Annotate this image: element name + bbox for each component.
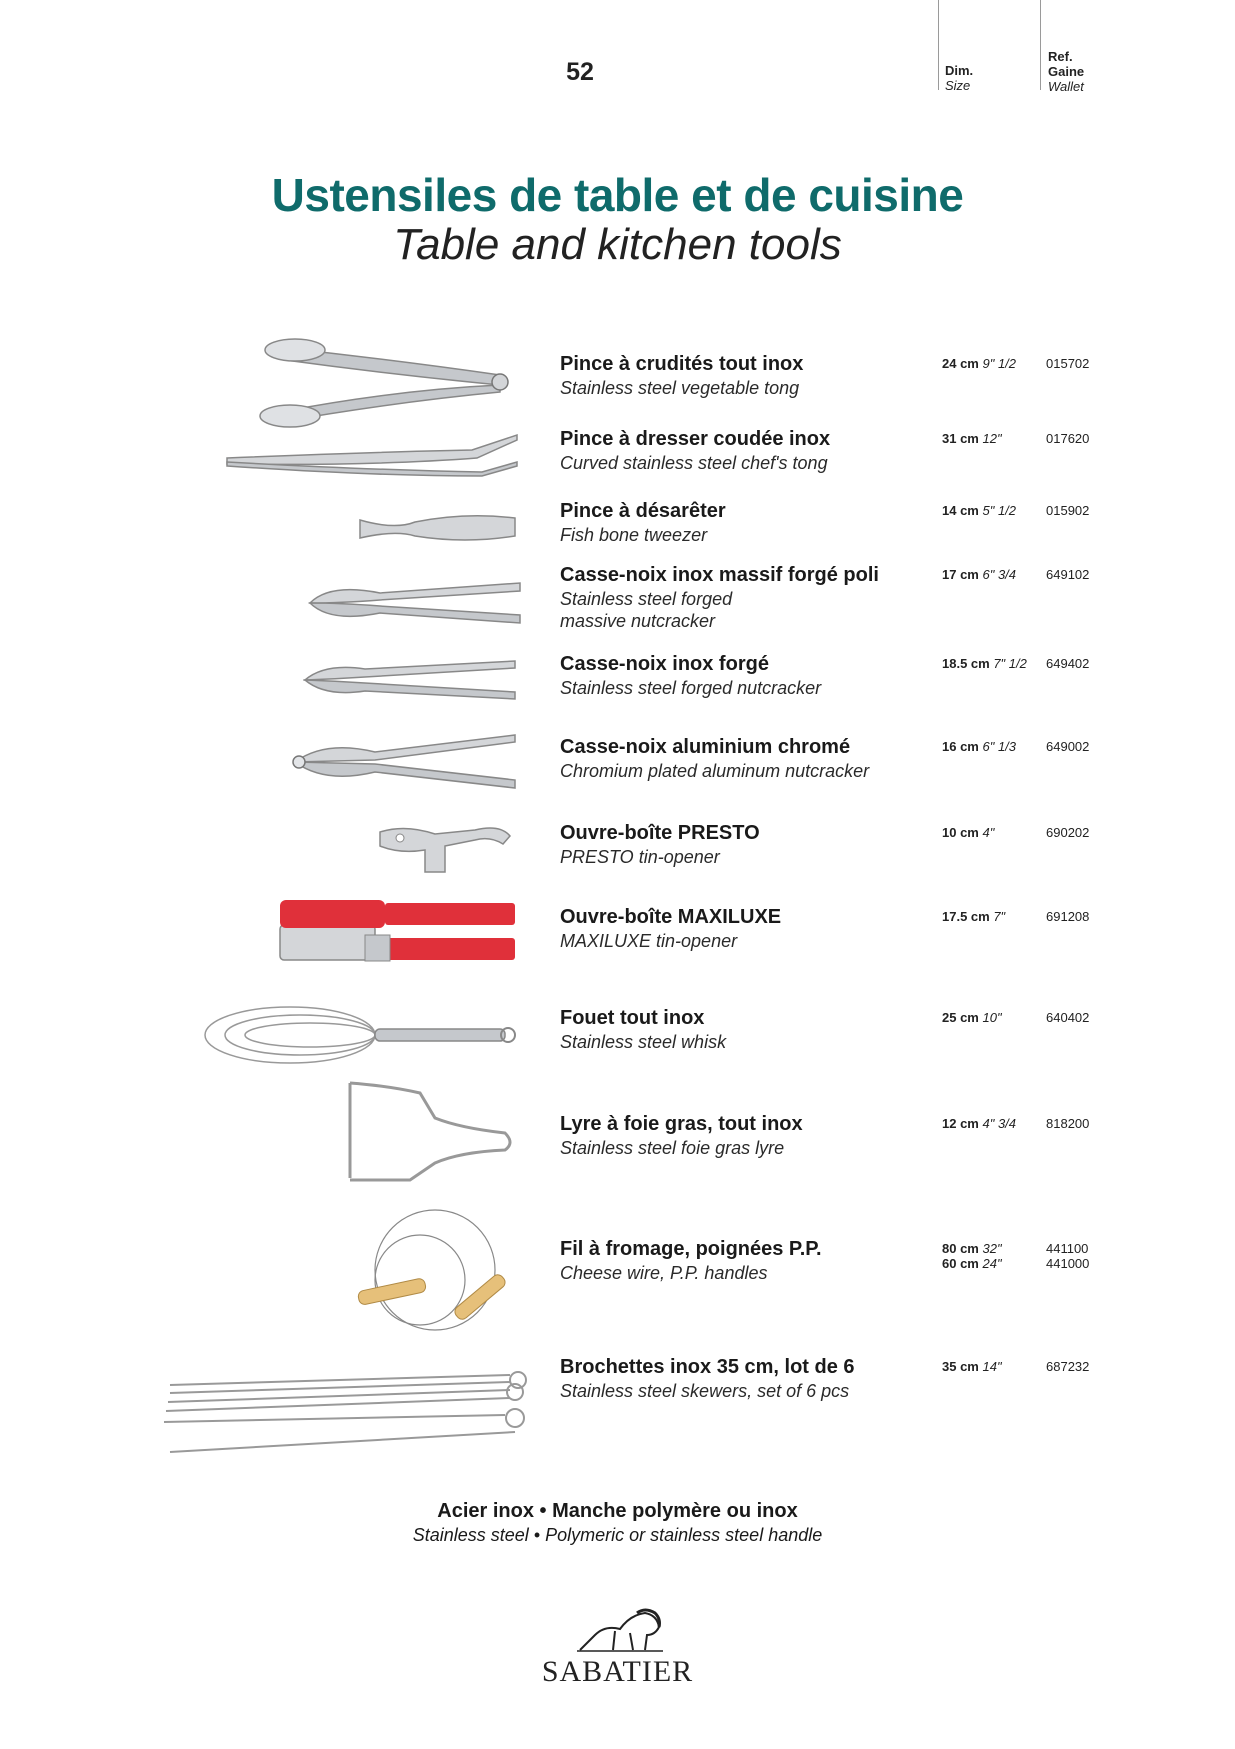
product-description: PRESTO tin-opener	[560, 847, 720, 867]
product-size: 17 cm 6" 3/4	[942, 567, 1017, 582]
product-description: Stainless steel skewers, set of 6 pcs	[560, 1381, 850, 1401]
product-name: Pince à désarêter	[560, 500, 726, 522]
product-description: Stainless steel forged nutcracker	[560, 678, 822, 698]
product-size-alt: 60 cm 24"	[942, 1256, 1002, 1271]
nutcracker-icon	[295, 655, 520, 710]
dim-column-header	[945, 63, 973, 93]
nutcracker-icon	[285, 730, 520, 800]
product-description: Stainless steel whisk	[560, 1032, 727, 1052]
product-description: Stainless steel vegetable tong	[560, 378, 800, 398]
dim-label-en: Size	[945, 78, 971, 93]
product-name: Casse-noix aluminium chromé	[560, 736, 851, 758]
product-name: Pince à dresser coudée inox	[560, 428, 831, 450]
product-description: Cheese wire, P.P. handles	[560, 1263, 768, 1283]
column-divider	[938, 0, 939, 90]
product-ref: 441100	[1046, 1241, 1089, 1256]
product-name: Pince à crudités tout inox	[560, 353, 804, 375]
product-description: Fish bone tweezer	[560, 525, 708, 545]
product-description: MAXILUXE tin-opener	[560, 931, 738, 951]
product-size: 31 cm 12"	[942, 431, 1002, 446]
product-name: Ouvre-boîte MAXILUXE	[560, 906, 782, 928]
product-size: 18.5 cm 7" 1/2	[942, 656, 1027, 671]
tin-opener-icon	[375, 822, 515, 887]
product-size: 14 cm 5" 1/2	[942, 503, 1017, 518]
cheese-wire-icon	[350, 1205, 520, 1350]
product-description: Curved stainless steel chef's tong	[560, 453, 828, 473]
chef-tong-icon	[222, 430, 522, 485]
product-size: 35 cm 14"	[942, 1359, 1002, 1374]
whisk-icon	[200, 1000, 520, 1075]
product-ref: 649002	[1046, 739, 1090, 754]
lyre-icon	[340, 1078, 520, 1193]
product-size: 80 cm 32"	[942, 1241, 1002, 1256]
product-description: Stainless steel forged	[560, 589, 733, 609]
product-name: Ouvre-boîte PRESTO	[560, 822, 760, 844]
gaine-label-fr: Gaine	[1048, 64, 1085, 79]
product-ref: 015902	[1046, 503, 1090, 518]
ref-label-fr: Ref.	[1048, 49, 1073, 64]
product-size: 10 cm 4"	[942, 825, 995, 840]
dim-label-fr: Dim.	[945, 63, 974, 78]
brand-logo: SABATIER	[541, 1655, 694, 1688]
product-ref: 649402	[1046, 656, 1090, 671]
product-description: Stainless steel foie gras lyre	[560, 1138, 785, 1158]
tongs-icon	[255, 330, 515, 435]
product-size: 16 cm 6" 1/3	[942, 739, 1017, 754]
can-opener-icon	[275, 895, 520, 975]
product-name: Brochettes inox 35 cm, lot de 6	[560, 1356, 855, 1378]
product-ref: 640402	[1046, 1010, 1090, 1025]
product-name: Fouet tout inox	[560, 1007, 705, 1029]
product-ref: 818200	[1046, 1116, 1090, 1131]
product-ref: 649102	[1046, 567, 1090, 582]
product-description: Chromium plated aluminum nutcracker	[560, 761, 870, 781]
material-note-en: Stainless steel • Polymeric or stainless steel handle	[412, 1525, 823, 1545]
page-number: 52	[566, 58, 594, 86]
product-size: 25 cm 10"	[942, 1010, 1002, 1025]
product-name: Casse-noix inox forgé	[560, 653, 769, 675]
skewers-icon	[160, 1370, 540, 1465]
product-size: 17.5 cm 7"	[942, 909, 1006, 924]
product-name: Fil à fromage, poignées P.P.	[560, 1238, 822, 1260]
product-description-line2: massive nutcracker	[560, 611, 716, 631]
wallet-label-en: Wallet	[1048, 79, 1084, 94]
product-ref: 017620	[1046, 431, 1090, 446]
product-name: Lyre à foie gras, tout inox	[560, 1113, 803, 1135]
fish-tweezer-icon	[355, 508, 520, 553]
column-divider	[1040, 0, 1041, 90]
ref-column-header	[1048, 49, 1084, 94]
product-ref: 690202	[1046, 825, 1090, 840]
product-size: 24 cm 9" 1/2	[942, 356, 1017, 371]
product-ref: 687232	[1046, 1359, 1090, 1374]
nutcracker-icon	[300, 578, 525, 633]
page-subtitle: Table and kitchen tools	[393, 220, 842, 269]
material-note-fr: Acier inox • Manche polymère ou inox	[437, 1500, 798, 1522]
product-size: 12 cm 4" 3/4	[942, 1116, 1017, 1131]
product-ref: 691208	[1046, 909, 1090, 924]
lion-logo-icon	[575, 1605, 665, 1660]
product-ref-alt: 441000	[1046, 1256, 1090, 1271]
product-name: Casse-noix inox massif forgé poli	[560, 564, 879, 586]
page-title: Ustensiles de table et de cuisine	[271, 169, 964, 221]
product-ref: 015702	[1046, 356, 1090, 371]
